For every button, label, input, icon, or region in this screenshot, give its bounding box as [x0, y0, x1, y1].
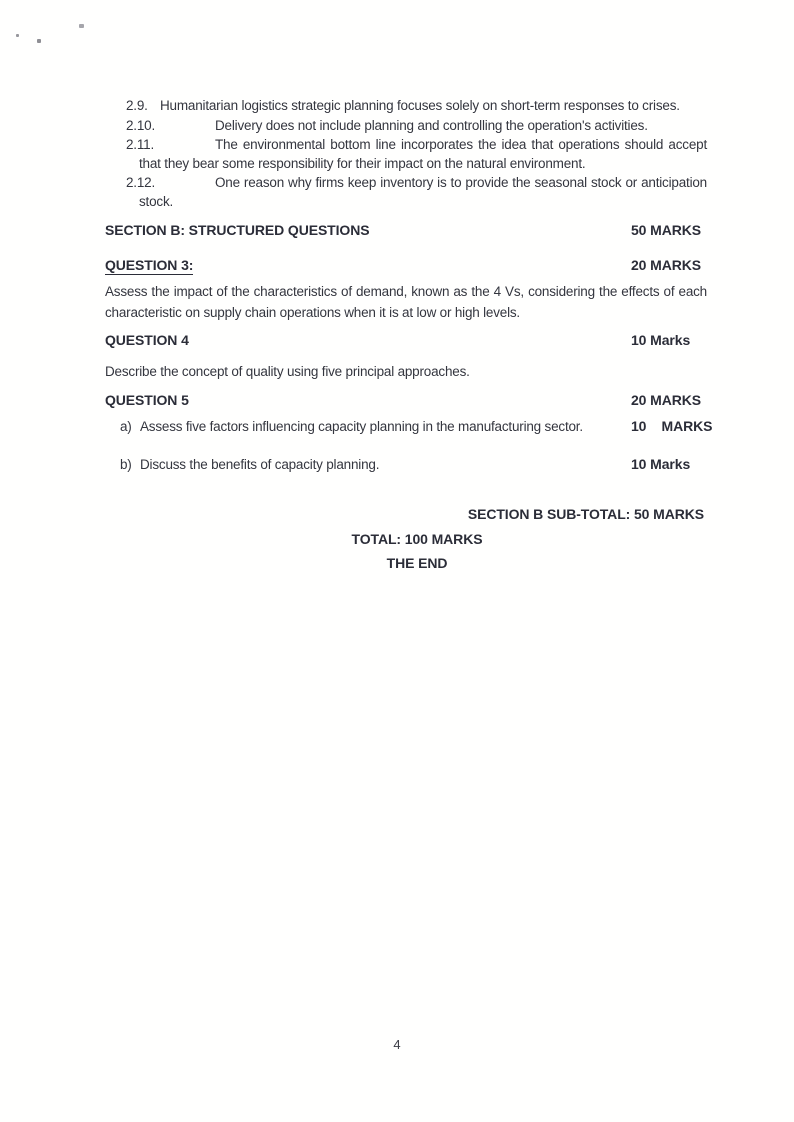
page-number: 4: [393, 1037, 401, 1052]
list-item-number: 2.12.: [126, 175, 156, 190]
statement-list: [105, 97, 707, 212]
question5-part-b: [105, 455, 707, 474]
part-label: b): [120, 457, 132, 472]
list-item: [105, 117, 707, 136]
question4-title: QUESTION 4: [105, 332, 189, 348]
list-item: [105, 174, 707, 211]
question4-body: Describe the concept of quality using five principal approaches.: [105, 364, 470, 379]
scan-speck: [37, 39, 41, 43]
scan-speck: [79, 24, 84, 28]
part-marks: 10 MARKS: [631, 418, 713, 434]
scan-speck: [16, 34, 19, 37]
part-text: Assess five factors influencing capacity planning in the manufacturing sector.: [140, 419, 583, 434]
part-marks: 10 Marks: [631, 456, 691, 472]
question5-heading-row: [105, 391, 707, 410]
list-item-text: One reason why firms keep inventory is to provide the seasonal stock or anticipation stock.: [139, 175, 707, 209]
list-item: [105, 97, 707, 116]
part-text: Discuss the benefits of capacity planning.: [140, 457, 380, 472]
question5-part-a: [105, 417, 713, 436]
section-b-title: SECTION B: STRUCTURED QUESTIONS: [105, 222, 370, 238]
question4-marks: 10 Marks: [631, 332, 691, 348]
the-end-label: THE END: [386, 555, 448, 571]
total-marks: TOTAL: 100 MARKS: [351, 531, 483, 547]
list-item-text: Humanitarian logistics strategic planning focuses solely on short-term responses to crises.: [160, 98, 680, 113]
question5-marks: 20 MARKS: [631, 392, 701, 408]
list-item: [105, 136, 707, 173]
list-item-text: Delivery does not include planning and controlling the operation's activities.: [215, 117, 648, 133]
question4-heading-row: [105, 331, 707, 350]
question3-heading-row: [105, 256, 707, 275]
section-b-heading-row: [105, 221, 707, 240]
list-item-number: 2.11.: [126, 137, 155, 152]
list-item-text: The environmental bottom line incorporates the idea that operations should accept that they bear some responsibility for their impact on the natural environment.: [139, 137, 707, 171]
part-label: a): [120, 419, 132, 434]
list-item-number: 2.9.: [126, 98, 148, 113]
question3-marks: 20 MARKS: [631, 257, 701, 273]
question5-title: QUESTION 5: [105, 392, 189, 408]
question3-title: QUESTION 3:: [105, 257, 194, 273]
list-item-number: 2.10.: [126, 117, 156, 133]
question3-body: Assess the impact of the characteristics of demand, known as the 4 Vs, considering the effects of each characteristic on supply chain operations when it is at low or high levels.: [105, 284, 707, 320]
section-b-subtotal: SECTION B SUB-TOTAL: 50 MARKS: [467, 506, 704, 522]
section-b-marks: 50 MARKS: [631, 222, 701, 238]
